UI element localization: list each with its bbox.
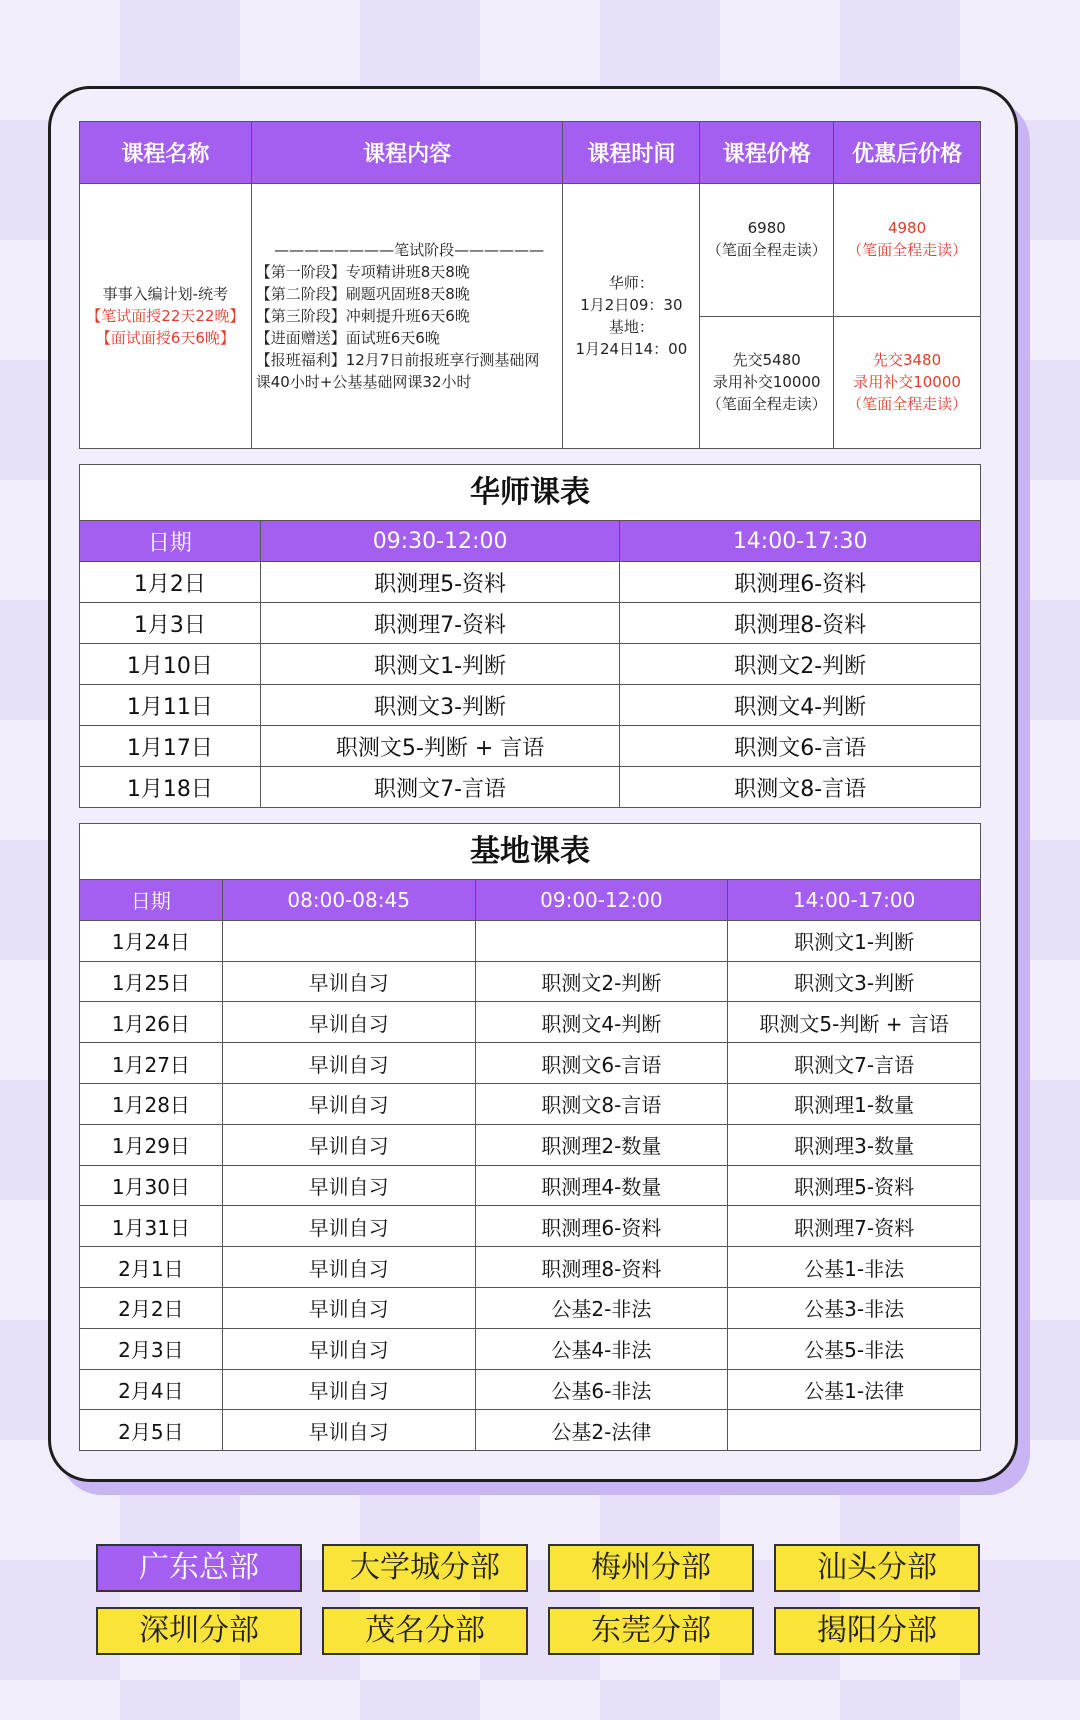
header-course-content: 课程内容	[251, 122, 563, 184]
header-morning: 09:00-12:00	[475, 880, 728, 921]
date-cell: 1月28日	[80, 1083, 223, 1124]
interview-class-note: 【面试面授6天6晚】	[95, 329, 235, 348]
price-line: 先交5480	[732, 351, 801, 370]
discount-line: 先交3480	[872, 351, 942, 370]
session-cell: 职测文1-判断	[728, 920, 981, 961]
date-cell: 1月10日	[80, 644, 261, 685]
discount-line: （笔面全程走读）	[847, 395, 968, 414]
session-cell: 职测文7-言语	[260, 767, 620, 808]
price-b-cell	[700, 316, 834, 448]
session-cell: 早训自习	[222, 1043, 475, 1084]
branch-button[interactable]: 汕头分部	[774, 1544, 980, 1592]
session-cell: 早训自习	[222, 1206, 475, 1247]
session-cell: 早训自习	[222, 1165, 475, 1206]
session-cell: 职测理7-资料	[260, 603, 620, 644]
session-cell: 职测文2-判断	[475, 961, 728, 1002]
base-schedule-table	[79, 879, 981, 1451]
header-morning: 09:30-12:00	[260, 521, 620, 562]
huashi-schedule-row	[80, 685, 981, 726]
session-cell: 公基5-非法	[728, 1328, 981, 1369]
huashi-schedule-row	[80, 767, 981, 808]
session-cell: 公基2-法律	[475, 1410, 728, 1451]
date-cell: 2月2日	[80, 1287, 223, 1328]
session-cell: 职测理3-数量	[728, 1124, 981, 1165]
session-cell: 公基3-非法	[728, 1287, 981, 1328]
price-line: 录用补交10000	[712, 373, 821, 392]
huashi-header-row	[80, 521, 981, 562]
header-discount-price: 优惠后价格	[834, 122, 981, 184]
base-schedule-row	[80, 1124, 981, 1165]
branch-button[interactable]: 深圳分部	[96, 1607, 302, 1655]
date-cell: 2月5日	[80, 1410, 223, 1451]
session-cell: 职测理8-资料	[475, 1247, 728, 1288]
price-line: （笔面全程走读）	[706, 240, 827, 259]
session-cell	[222, 920, 475, 961]
time-line: 华师：	[608, 274, 654, 293]
discount-line: 录用补交10000	[853, 373, 961, 392]
content-line: 【第一阶段】专项精讲班8天8晚	[255, 263, 470, 282]
session-cell: 早训自习	[222, 1247, 475, 1288]
session-cell: 早训自习	[222, 1124, 475, 1165]
date-cell: 1月30日	[80, 1165, 223, 1206]
base-schedule-row	[80, 1002, 981, 1043]
header-course-name: 课程名称	[80, 122, 252, 184]
session-cell: 职测文5-判断 + 言语	[260, 726, 620, 767]
date-cell: 1月29日	[80, 1124, 223, 1165]
branch-button[interactable]: 揭阳分部	[774, 1607, 980, 1655]
discount-line: （笔面全程走读）	[847, 240, 968, 259]
base-schedule-row	[80, 920, 981, 961]
session-cell: 早训自习	[222, 1083, 475, 1124]
base-schedule-row	[80, 1328, 981, 1369]
branch-button[interactable]: 东莞分部	[548, 1607, 754, 1655]
discount-b-cell	[834, 316, 981, 448]
discount-line: 4980	[887, 218, 927, 237]
content-line: 【第三阶段】冲刺提升班6天6晚	[255, 307, 470, 326]
base-schedule-row	[80, 1043, 981, 1084]
session-cell: 职测理6-资料	[620, 562, 981, 603]
session-cell: 职测文8-言语	[620, 767, 981, 808]
date-cell: 1月18日	[80, 767, 261, 808]
discount-a-cell	[834, 184, 981, 316]
session-cell: 职测理5-资料	[260, 562, 620, 603]
session-cell: 公基4-非法	[475, 1328, 728, 1369]
date-cell: 2月4日	[80, 1369, 223, 1410]
session-cell: 早训自习	[222, 1287, 475, 1328]
session-cell: 早训自习	[222, 961, 475, 1002]
content-line: ————————笔试阶段——————	[274, 241, 545, 260]
session-cell: 职测文2-判断	[620, 644, 981, 685]
huashi-schedule-row	[80, 644, 981, 685]
content-line: 【进面赠送】面试班6天6晚	[255, 329, 440, 348]
session-cell: 职测文7-言语	[728, 1043, 981, 1084]
session-cell: 公基6-非法	[475, 1369, 728, 1410]
course-name: 事事入编计划-统考	[102, 285, 229, 304]
session-cell	[475, 920, 728, 961]
session-cell: 职测文3-判断	[260, 685, 620, 726]
header-date: 日期	[80, 521, 261, 562]
base-schedule-row	[80, 1165, 981, 1206]
session-cell: 公基2-非法	[475, 1287, 728, 1328]
session-cell: 早训自习	[222, 1410, 475, 1451]
session-cell: 职测文1-判断	[260, 644, 620, 685]
course-time-cell	[563, 184, 700, 449]
price-line: （笔面全程走读）	[706, 395, 827, 414]
base-schedule-title: 基地课表	[79, 823, 981, 879]
branch-button[interactable]: 大学城分部	[322, 1544, 528, 1592]
branch-button[interactable]: 广东总部	[96, 1544, 302, 1592]
base-schedule-row	[80, 1083, 981, 1124]
header-date: 日期	[80, 880, 223, 921]
branch-button[interactable]: 梅州分部	[548, 1544, 754, 1592]
huashi-schedule-table	[79, 520, 981, 808]
price-line: 6980	[747, 218, 786, 237]
time-line: 基地：	[608, 318, 654, 337]
header-afternoon: 14:00-17:30	[620, 521, 981, 562]
huashi-schedule-title: 华师课表	[79, 464, 981, 520]
session-cell: 职测理7-资料	[728, 1206, 981, 1247]
session-cell: 职测文5-判断 + 言语	[728, 1002, 981, 1043]
session-cell: 早训自习	[222, 1328, 475, 1369]
session-cell: 早训自习	[222, 1002, 475, 1043]
base-header-row	[80, 880, 981, 921]
course-content-cell	[251, 184, 563, 449]
base-schedule-row	[80, 1206, 981, 1247]
written-class-note: 【笔试面授22天22晚】	[86, 307, 245, 326]
content-line: 课40小时+公基基础网课32小时	[255, 373, 472, 392]
session-cell: 公基1-非法	[728, 1247, 981, 1288]
session-cell: 职测文6-言语	[620, 726, 981, 767]
date-cell: 1月27日	[80, 1043, 223, 1084]
session-cell: 职测文6-言语	[475, 1043, 728, 1084]
date-cell: 1月24日	[80, 920, 223, 961]
header-early: 08:00-08:45	[222, 880, 475, 921]
date-cell: 1月26日	[80, 1002, 223, 1043]
session-cell: 职测理1-数量	[728, 1083, 981, 1124]
time-line: 1月2日09：30	[580, 296, 683, 315]
time-line: 1月24日14：00	[575, 340, 688, 359]
header-course-time: 课程时间	[563, 122, 700, 184]
header-afternoon: 14:00-17:00	[728, 880, 981, 921]
huashi-schedule-row	[80, 603, 981, 644]
course-name-cell	[80, 184, 252, 449]
session-cell: 职测文3-判断	[728, 961, 981, 1002]
session-cell: 职测理5-资料	[728, 1165, 981, 1206]
date-cell: 1月17日	[80, 726, 261, 767]
base-schedule-row	[80, 1369, 981, 1410]
date-cell: 1月2日	[80, 562, 261, 603]
session-cell: 职测理4-数量	[475, 1165, 728, 1206]
content-line: 【报班福利】12月7日前报班享行测基础网	[255, 351, 540, 370]
huashi-schedule-row	[80, 726, 981, 767]
session-cell: 职测理2-数量	[475, 1124, 728, 1165]
branch-button[interactable]: 茂名分部	[322, 1607, 528, 1655]
header-course-price: 课程价格	[700, 122, 834, 184]
session-cell: 职测文4-判断	[475, 1002, 728, 1043]
course-info-table	[79, 121, 981, 449]
session-cell: 公基1-法律	[728, 1369, 981, 1410]
date-cell: 1月25日	[80, 961, 223, 1002]
base-schedule-row	[80, 1247, 981, 1288]
date-cell: 2月3日	[80, 1328, 223, 1369]
session-cell: 职测理6-资料	[475, 1206, 728, 1247]
session-cell: 职测文8-言语	[475, 1083, 728, 1124]
price-a-cell	[700, 184, 834, 316]
base-schedule-row	[80, 961, 981, 1002]
date-cell: 2月1日	[80, 1247, 223, 1288]
session-cell	[728, 1410, 981, 1451]
base-schedule-row	[80, 1287, 981, 1328]
content-line: 【第二阶段】刷题巩固班8天8晚	[255, 285, 470, 304]
base-schedule-row	[80, 1410, 981, 1451]
date-cell: 1月3日	[80, 603, 261, 644]
session-cell: 早训自习	[222, 1369, 475, 1410]
date-cell: 1月31日	[80, 1206, 223, 1247]
date-cell: 1月11日	[80, 685, 261, 726]
huashi-schedule-row	[80, 562, 981, 603]
session-cell: 职测理8-资料	[620, 603, 981, 644]
course-header-row	[80, 122, 981, 184]
session-cell: 职测文4-判断	[620, 685, 981, 726]
